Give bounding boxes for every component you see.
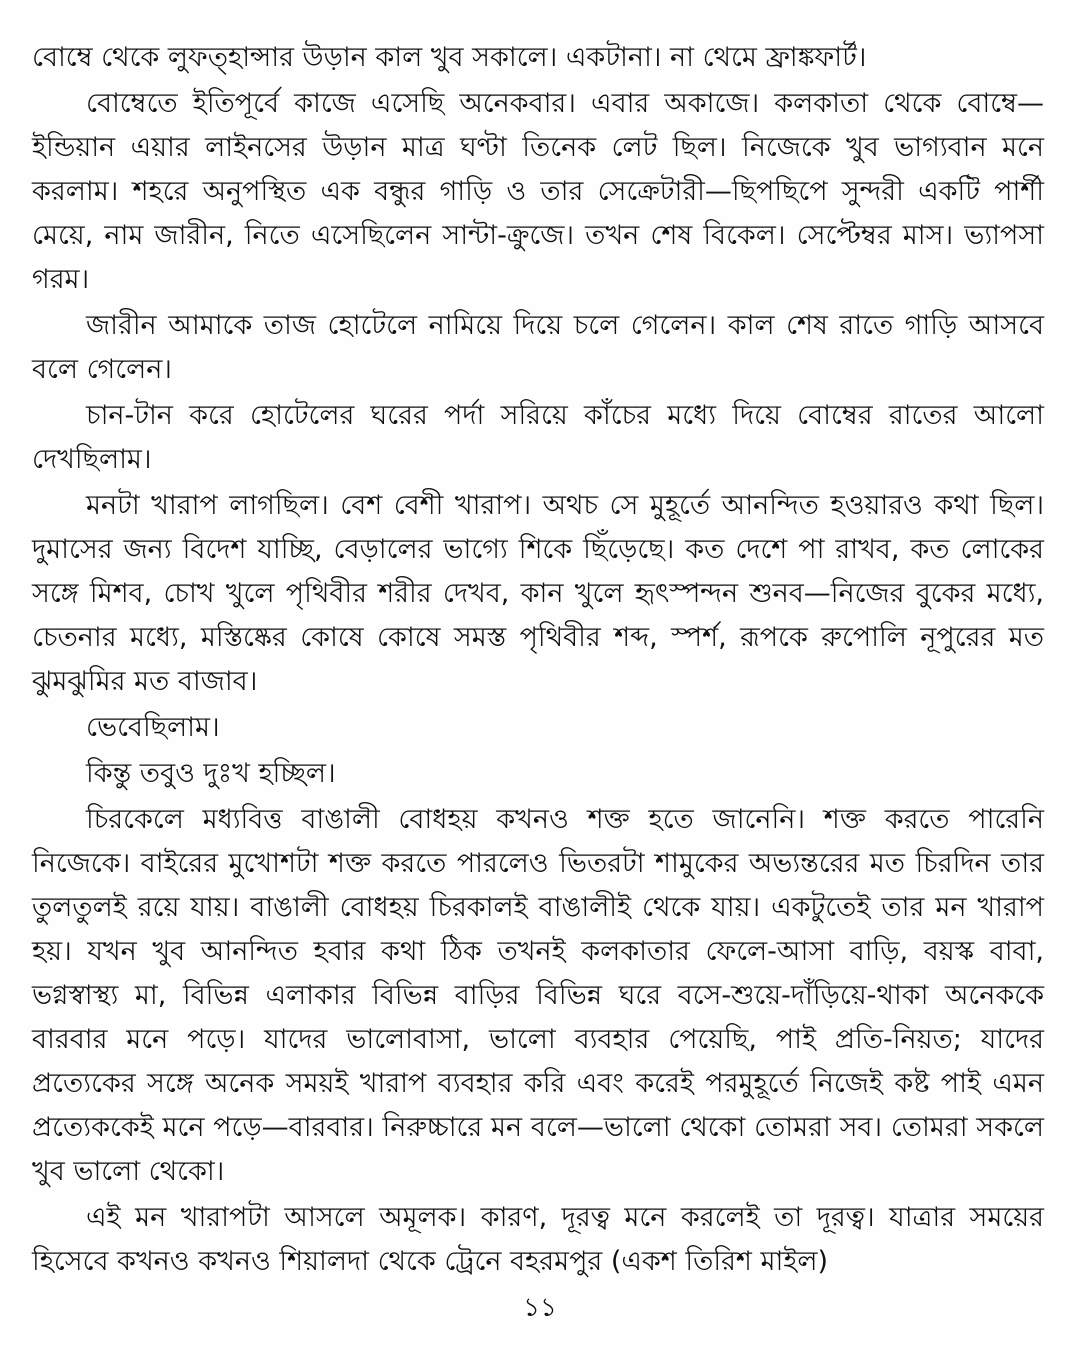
page-number: ১১	[523, 1293, 557, 1323]
paragraph-4: চান-টান করে হোটেলের ঘরের পর্দা সরিয়ে কাঁচের মধ্যে দিয়ে বোম্বের রাতের আলো দেখছিলাম।	[32, 400, 1044, 475]
paragraph-6: ভেবেছিলাম।	[86, 712, 220, 743]
paragraph-7: কিন্তু তবুও দুঃখ হচ্ছিল।	[86, 758, 336, 789]
paragraph-5: মনটা খারাপ লাগছিল। বেশ বেশী খারাপ। অথচ সে মুহূর্তে আনন্দিত হওয়ারও কথা ছিল। দুমাসের জন্য বিদেশ যাচ্ছি, বেড়ালের ভাগ্যে শিকে ছিঁড়েছে। কত দেশে পা রাখব, কত লোকের সঙ্গে মিশব, চোখ খুলে পৃথিবীর শরীর দেখব, কান খুলে হৃৎস্পন্দন শুনব—নিজের বুকের মধ্যে, চেতনার মধ্যে, মস্তিষ্কের কোষে কোষে সমস্ত পৃথিবীর শব্দ, স্পর্শ, রূপকে রুপোলি নূপুরের মত ঝুমঝুমির মত বাজাব।	[32, 490, 1044, 697]
book-page	[32, 36, 1044, 1316]
paragraph-1: বোম্বে থেকে লুফত্হান্সার উড়ান কাল খুব সকালে। একটানা। না থেমে ফ্রাঙ্কফার্ট।	[32, 42, 867, 73]
paragraph-9: এই মন খারাপটা আসলে অমূলক। কারণ, দূরত্ব মনে করলেই তা দূরত্ব। যাত্রার সময়ের হিসেবে কখনও কখনও শিয়ালদা থেকে ট্রেনে বহরমপুর (একশ তিরিশ মাইল)	[32, 1202, 1044, 1277]
paragraph-2: বোম্বেতে ইতিপূর্বে কাজে এসেছি অনেকবার। এবার অকাজে। কলকাতা থেকে বোম্বে—ইন্ডিয়ান এয়ার লাইনসের উড়ান মাত্র ঘণ্টা তিনেক লেট ছিল। নিজেকে খুব ভাগ্যবান মনে করলাম। শহরে অনুপস্থিত এক বন্ধুর গাড়ি ও তার সেক্রেটারী—ছিপছিপে সুন্দরী একটি পার্শী মেয়ে, নাম জারীন, নিতে এসেছিলেন সান্টা-ক্রুজে। তখন শেষ বিকেল। সেপ্টেম্বর মাস। ভ্যাপসা গরম।	[32, 88, 1044, 295]
paragraph-8: চিরকেলে মধ্যবিত্ত বাঙালী বোধহয় কখনও শক্ত হতে জানেনি। শক্ত করতে পারেনি নিজেকে। বাইরের মুখোশটা শক্ত করতে পারলেও ভিতরটা শামুকের অভ্যন্তরের মত চিরদিন তার তুলতুলই রয়ে যায়। বাঙালী বোধহয় চিরকালই বাঙালীই থেকে যায়। একটুতেই তার মন খারাপ হয়। যখন খুব আনন্দিত হবার কথা ঠিক তখনই কলকাতার ফেলে-আসা বাড়ি, বয়স্ক বাবা, ভগ্নস্বাস্থ্য মা, বিভিন্ন এলাকার বিভিন্ন বাড়ির বিভিন্ন ঘরে বসে-শুয়ে-দাঁড়িয়ে-থাকা অনেককে বারবার মনে পড়ে। যাদের ভালোবাসা, ভালো ব্যবহার পেয়েছি, পাই প্রতি-নিয়ত; যাদের প্রত্যেকের সঙ্গে অনেক সময়ই খারাপ ব্যবহার করি এবং করেই পরমুহূর্তে নিজেই কষ্ট পাই এমন প্রত্যেককেই মনে পড়ে—বারবার। নিরুচ্চারে মন বলে—ভালো থেকো তোমরা সব। তোমরা সকলে খুব ভালো থেকো।	[32, 804, 1044, 1187]
paragraph-3: জারীন আমাকে তাজ হোটেলে নামিয়ে দিয়ে চলে গেলেন। কাল শেষ রাতে গাড়ি আসবে বলে গেলেন।	[32, 310, 1044, 385]
